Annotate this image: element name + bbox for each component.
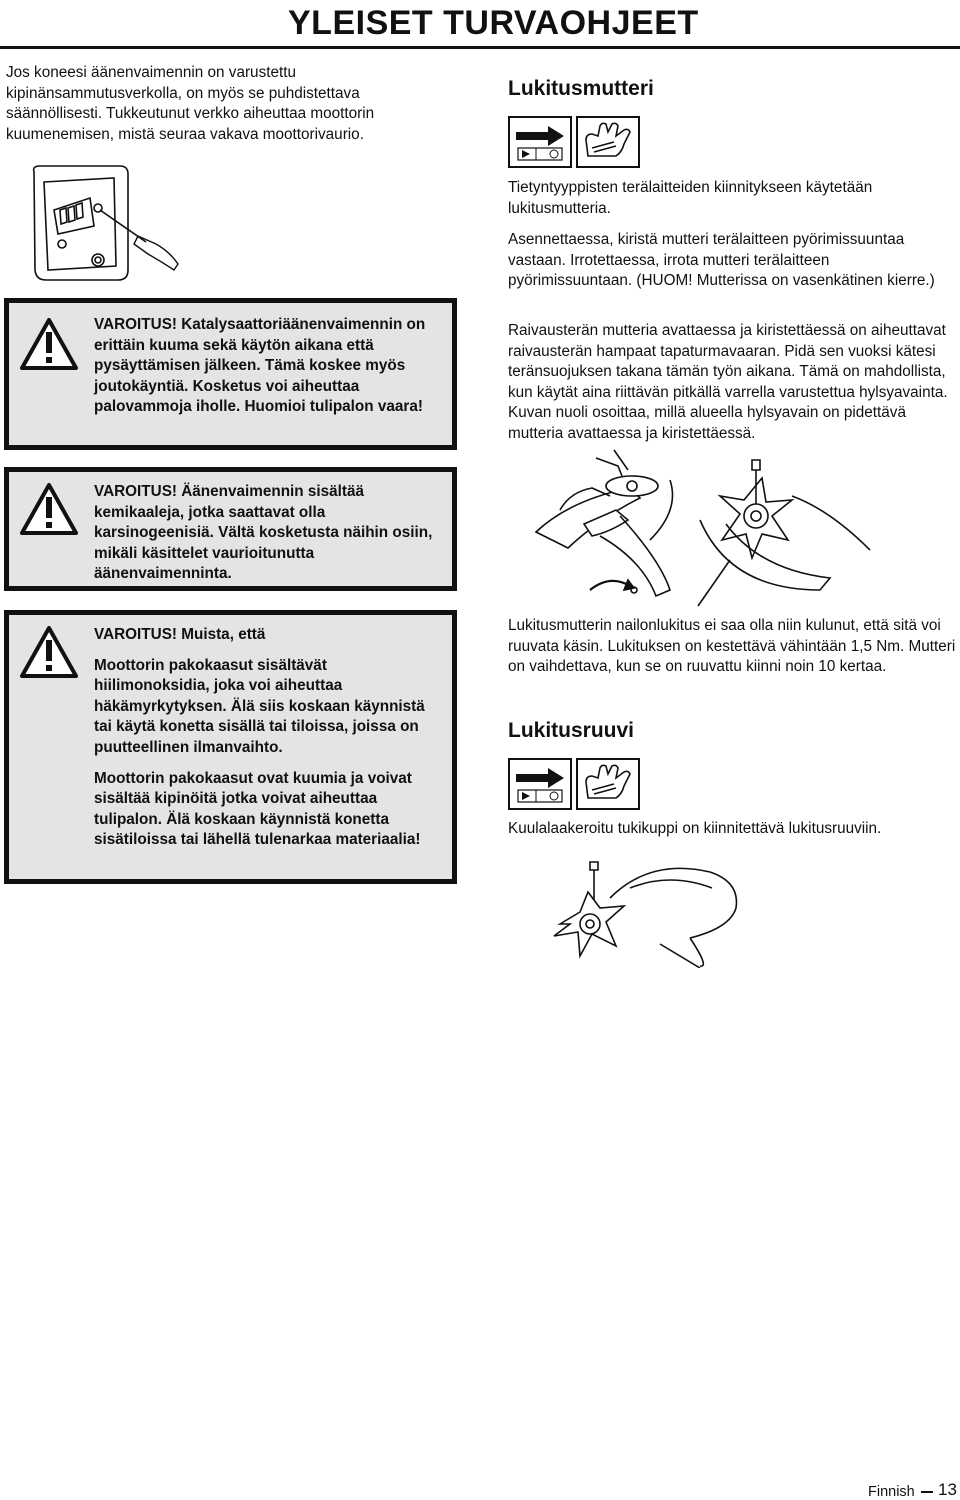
warning-heading: VAROITUS! Muista, että xyxy=(94,626,266,643)
intro-paragraph: Jos koneesi äänenvaimennin on varustettu kipinänsammutusverkolla, on myös se puhdistettava säännöllisesti. Tukkeutunut verkko aiheuttaa moottorin kuumenemisen, mistä seuraa vakava moottorivaurio. xyxy=(6,64,375,143)
warning-paragraph: Moottorin pakokaasut ovat kuumia ja voivat sisältää kipinöitä jotka voivat aiheuttaa tulipalon. Älä koskaan käynnistä konetta sisätiloissa tai lähellä tulenarkaa materiaalia! xyxy=(94,769,421,849)
warning-paragraph: Moottorin pakokaasut sisältävät hiilimonoksidia, joka voi aiheuttaa häkämyrkytyksen. Älä siis koskaan käynnistä tai käytä konetta sisällä tai tiloissa, joissa on puutteellinen ilmanvaihto. xyxy=(94,656,425,756)
protective-glove-icon xyxy=(578,118,638,166)
warning-text: VAROITUS! Äänenvaimennin sisältää kemikaaleja, jotka saattavat olla karsinogeenisiä. Vältä kosketusta näihin osiin, mikäli käsittelet vaurioitunutta äänenvaimenninta. xyxy=(94,483,433,583)
muffler-screwdriver-illustration xyxy=(28,162,188,290)
symbol-box xyxy=(508,116,572,168)
paragraph: Raivausterän mutteria avattaessa ja kiristettäessä on aiheuttavat raivausterän hampaat tapaturmavaaran. Pidä sen vuoksi kätesi teränsuojuksen takana tämän työn aikana. Tämä on mahdollista, kun käytät aina riittävän pitkällä varrella varustettua hylsyavainta. Kuvan nuoli osoittaa, millä alueella hylsyavain on pidettävä mutteria avattaessa ja kiristettäessä. xyxy=(508,322,948,442)
warning-triangle-icon xyxy=(19,317,79,371)
warning-box-hot-muffler xyxy=(4,298,457,450)
warning-box-carcinogens xyxy=(4,467,457,591)
footer-dash xyxy=(921,1491,933,1493)
section-title-lukitusruuvi: Lukitusruuvi xyxy=(508,719,635,742)
section-title-lukitusmutteri: Lukitusmutteri xyxy=(508,77,654,100)
warning-triangle-icon xyxy=(19,625,79,679)
symbol-box xyxy=(508,758,572,810)
arrow-stop-icon xyxy=(510,118,570,166)
paragraph: Lukitusmutterin nailonlukitus ei saa olla niin kulunut, että sitä voi ruuvata käsin. Lukituksen on kestettävä vähintään 1,5 Nm. Mutteri on vaihdettava, kun se on ruuvattu kiinni noin 10 kertaa. xyxy=(508,617,956,675)
arrow-stop-icon xyxy=(510,760,570,808)
warning-box-exhaust xyxy=(4,610,457,884)
symbol-box xyxy=(576,116,640,168)
warning-text xyxy=(94,625,444,851)
warning-text: VAROITUS! Katalysaattoriäänenvaimennin on erittäin kuuma sekä käytön aikana että pysäyttämisen jälkeen. Tämä koskee myös joutokäyntiä. Kosketus voi aiheuttaa palovammoja iholle. Huomioi tulipalon vaara! xyxy=(94,316,426,416)
paragraph: Asennettaessa, kiristä mutteri terälaitteen pyörimissuuntaa vastaan. Irrotettaessa, irrota mutteri terälaitteen pyörimissuuntaan. (HUOM! Mutterissa on vasenkätinen kierre.) xyxy=(508,231,935,289)
page-number: 13 xyxy=(938,1480,957,1499)
warning-triangle-icon xyxy=(19,482,79,536)
header-rule xyxy=(0,46,960,49)
lock-screw-illustration xyxy=(540,848,750,968)
symbol-box xyxy=(576,758,640,810)
footer-language: Finnish xyxy=(868,1484,915,1500)
paragraph: Kuulalaakeroitu tukikuppi on kiinnitettävä lukitusruuviin. xyxy=(508,820,882,837)
protective-glove-icon xyxy=(578,760,638,808)
paragraph: Tietyntyyppisten terälaitteiden kiinnitykseen käytetään lukitusmutteria. xyxy=(508,179,873,217)
lock-nut-illustration xyxy=(530,440,940,608)
page-title: YLEISET TURVAOHJEET xyxy=(288,4,699,42)
